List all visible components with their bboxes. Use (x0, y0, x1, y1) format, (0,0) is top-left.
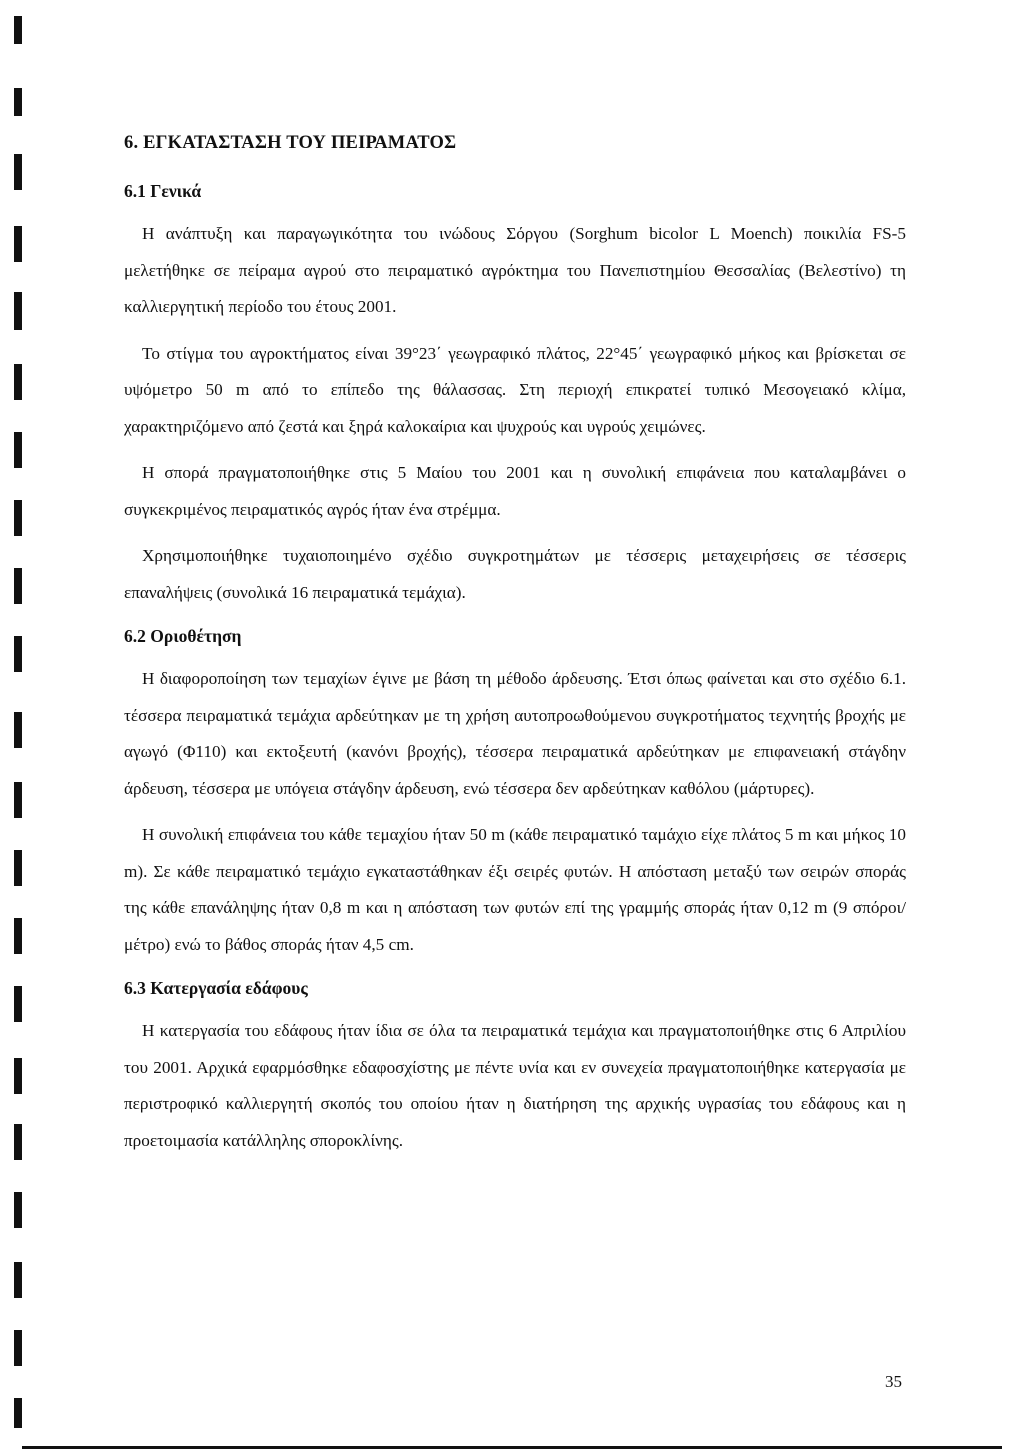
page-content (124, 128, 906, 1159)
binding-mark (14, 500, 22, 536)
binding-mark (14, 154, 22, 190)
binding-mark (14, 782, 22, 818)
paragraph: Η συνολική επιφάνεια του κάθε τεμαχίου ήταν 50 m (κάθε πειραματικό ταμάχιο είχε πλάτος 5 m και μήκος 10 m). Σε κάθε πειραματικό τεμάχιο εγκαταστάθηκαν έξι σειρές φυτών. Η απόσταση μεταξύ των σειρών σποράς της κάθε επανάληψης ήταν 0,8 m και η απόσταση των φυτών επί της γραμμής σποράς ήταν 0,12 m (9 σπόροι/μέτρο) ενώ το βάθος σποράς ήταν 4,5 cm. (124, 825, 906, 954)
binding-mark (14, 292, 22, 330)
paragraph: Χρησιμοποιήθηκε τυχαιοποιημένο σχέδιο συγκροτημάτων με τέσσερις μεταχειρήσεις σε τέσσερις επαναλήψεις (συνολικά 16 πειραματικά τεμάχια). (124, 546, 906, 602)
page-number: 35 (885, 1372, 902, 1391)
binding-mark (14, 636, 22, 672)
binding-mark (14, 364, 22, 400)
binding-marks (14, 0, 26, 1450)
binding-mark (14, 850, 22, 886)
binding-mark (14, 1192, 22, 1228)
paragraph: Το στίγμα του αγροκτήματος είναι 39°23΄ γεωγραφικό πλάτος, 22°45΄ γεωγραφικό μήκος και βρίσκεται σε υψόμετρο 50 m από το επίπεδο της θάλασσας. Στη περιοχή επικρατεί τυπικό Μεσογειακό κλίμα, χαρακτηριζόμενο από ζεστά και ξηρά καλοκαίρια και ψυχρούς και υγρούς χειμώνες. (124, 343, 906, 436)
paragraph: Η διαφοροποίηση των τεμαχίων έγινε με βάση τη μέθοδο άρδευσης. Έτσι όπως φαίνεται και στο σχέδιο 6.1. τέσσερα πειραματικά τεμάχια αρδεύτηκαν με τη χρήση αυτοπροωθούμενου συγκροτήματος τεχνητής βροχής με αγωγό (Φ110) και εκτοξευτή (κανόνι βροχής), τέσσερα πειραματικά αρδεύτηκαν με επιφανειακή στάγδην άρδευση, τέσσερα με υπόγεια στάγδην άρδευση, ενώ τέσσερα δεν αρδεύτηκαν καθόλου (μάρτυρες). (124, 669, 906, 798)
binding-mark (14, 568, 22, 604)
binding-mark (14, 918, 22, 954)
section-title: 6.3 Κατεργασία εδάφους (124, 978, 308, 998)
paragraph: Η σπορά πραγματοποιήθηκε στις 5 Μαίου του 2001 και η συνολική επιφάνεια που καταλαμβάνει ο συγκεκριμένος πειραματικός αγρός ήταν ένα στρέμμα. (124, 463, 906, 519)
binding-mark (14, 1330, 22, 1366)
binding-mark (14, 432, 22, 468)
binding-mark (14, 88, 22, 116)
binding-mark (14, 1262, 22, 1298)
binding-mark (14, 1058, 22, 1094)
binding-mark (14, 16, 22, 44)
chapter-title: 6. ΕΓΚΑΤΑΣΤΑΣΗ ΤΟΥ ΠΕΙΡΑΜΑΤΟΣ (124, 133, 457, 153)
binding-mark (14, 1398, 22, 1428)
paragraph: Η κατεργασία του εδάφους ήταν ίδια σε όλα τα πειραματικά τεμάχια και πραγματοποιήθηκε στις 6 Απριλίου του 2001. Αρχικά εφαρμόσθηκε εδαφοσχίστης με πέντε υνία και εν συνεχεία πραγματοποιήθηκε κατεργασία με περιστροφικό καλλιεργητή σκοπός του οποίου ήταν η διατήρηση της αρχικής υγρασίας του εδάφους και η προετοιμασία κατάλληλης σποροκλίνης. (124, 1021, 906, 1150)
binding-mark (14, 226, 22, 262)
section-title: 6.1 Γενικά (124, 181, 202, 201)
binding-mark (14, 986, 22, 1022)
bottom-rule (22, 1446, 1002, 1449)
paragraph: Η ανάπτυξη και παραγωγικότητα του ινώδους Σόργου (Sorghum bicolor L Moench) ποικιλία FS-5 μελετήθηκε σε πείραμα αγρού στο πειραματικό αγρόκτημα του Πανεπιστημίου Θεσσαλίας (Βελεστίνο) τη καλλιεργητική περίοδο του έτους 2001. (124, 224, 906, 316)
binding-mark (14, 1124, 22, 1160)
binding-mark (14, 712, 22, 748)
section-title: 6.2 Οριοθέτηση (124, 626, 242, 646)
